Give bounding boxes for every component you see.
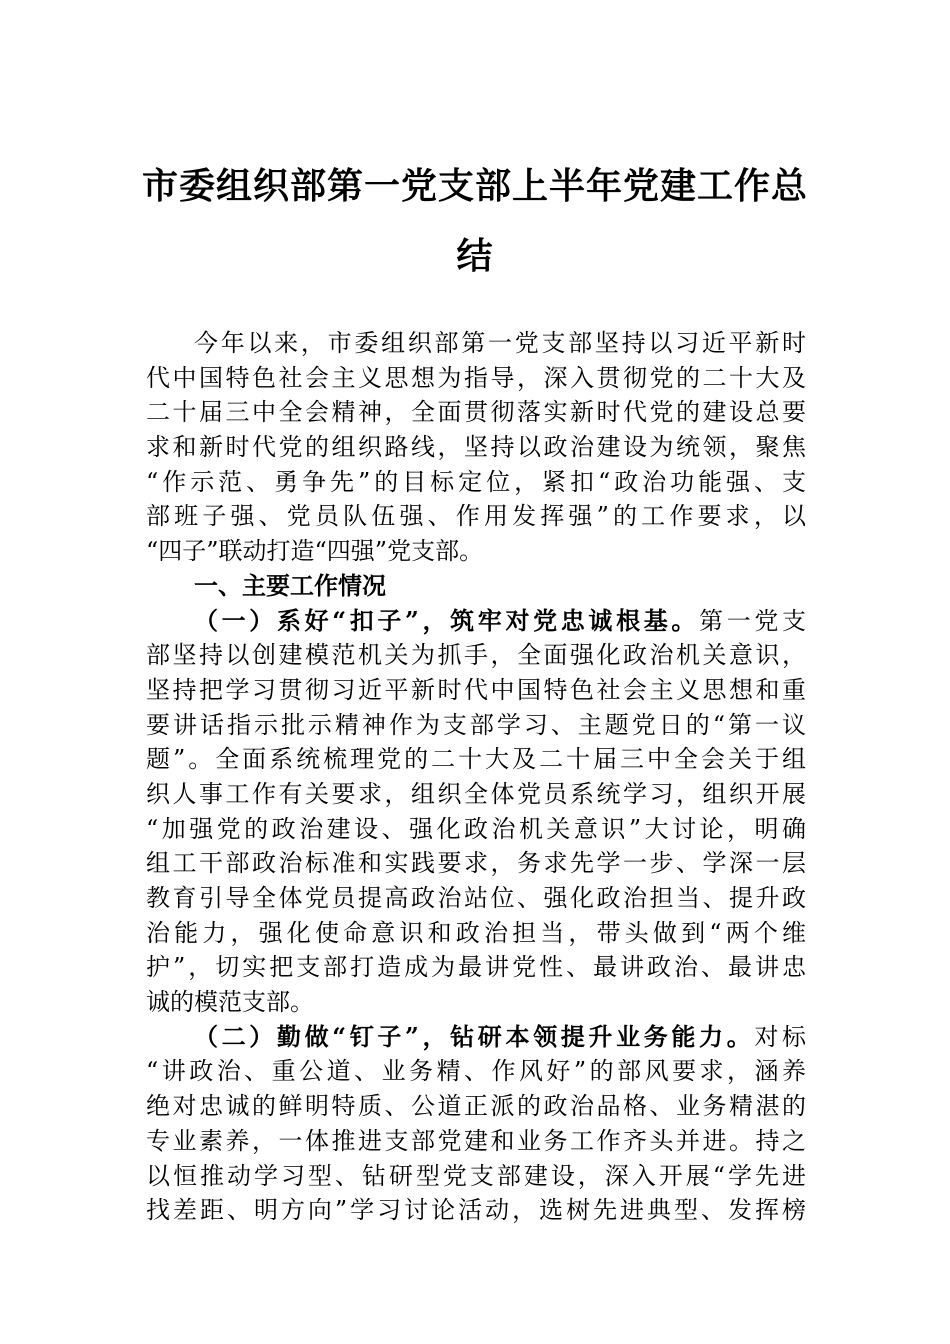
- subsection-2-line: “讲政治、重公道、业务精、作风好”的部风要求，涵养: [146, 1057, 806, 1086]
- intro-line: 代中国特色社会主义思想为指导，深入贯彻党的二十大及: [146, 363, 806, 392]
- subsection-2-line: 专业素养，一体推进支部党建和业务工作齐头并进。持之: [146, 1126, 806, 1155]
- intro-line: 二十届三中全会精神，全面贯彻落实新时代党的建设总要: [146, 398, 806, 427]
- subsection-2-line: 找差距、明方向”学习讨论活动，选树先进典型、发挥榜: [146, 1196, 806, 1225]
- subsection-2-first-line: [146, 1020, 806, 1055]
- subsection-1-line: 治能力，强化使命意识和政治担当，带头做到“两个维: [146, 918, 806, 947]
- subsection-1-line: 坚持把学习贯彻习近平新时代中国特色社会主义思想和重: [146, 675, 806, 704]
- subsection-2-line: 以恒推动学习型、钻研型党支部建设，深入开展“学先进: [146, 1161, 806, 1190]
- intro-line: 部班子强、党员队伍强、作用发挥强”的工作要求，以: [146, 502, 806, 531]
- document-title-line-2: 结: [456, 235, 494, 277]
- subsection-1-first-line: [146, 604, 806, 639]
- subsection-2-title: （二）勤做“钉子”，钻研本领提升业务能力。: [194, 1021, 755, 1051]
- intro-line: 今年以来，市委组织部第一党支部坚持以习近平新时: [194, 329, 806, 357]
- subsection-1-line: 部坚持以创建模范机关为抓手，全面强化政治机关意识，: [146, 641, 806, 670]
- section-heading: 一、主要工作情况: [194, 571, 386, 600]
- subsection-1-line: 织人事工作有关要求，组织全体党员系统学习，组织开展: [146, 779, 806, 808]
- subsection-1-first-line-rest: 第一党支: [699, 606, 806, 635]
- subsection-1-line: 组工干部政治标准和实践要求，务求先学一步、学深一层: [146, 849, 806, 878]
- subsection-1-line: 护”，切实把支部打造成为最讲党性、最讲政治、最讲忠: [146, 953, 806, 982]
- subsection-2-first-line-rest: 对标: [754, 1022, 806, 1051]
- subsection-1-line: 题”。全面系统梳理党的二十大及二十届三中全会关于组: [146, 745, 806, 774]
- document-title-line-1: 市委组织部第一党支部上半年党建工作总: [141, 165, 808, 207]
- subsection-1-line: 诚的模范支部。: [146, 988, 314, 1017]
- subsection-1-line: “加强党的政治建设、强化政治机关意识”大讨论，明确: [146, 814, 806, 843]
- subsection-1-line: 教育引导全体党员提高政治站位、强化政治担当、提升政: [146, 884, 806, 912]
- subsection-1-line: 要讲话指示批示精神作为支部学习、主题党日的“第一议: [146, 710, 806, 739]
- document-body: [146, 326, 806, 1228]
- subsection-2-line: 绝对忠诚的鲜明特质、公道正派的政治品格、业务精湛的: [146, 1092, 806, 1121]
- intro-line: 求和新时代党的组织路线，坚持以政治建设为统领，聚焦: [146, 433, 806, 462]
- subsection-1-title: （一）系好“扣子”，筑牢对党忠诚根基。: [194, 605, 700, 635]
- intro-line: “作示范、勇争先”的目标定位，紧扣“政治功能强、支: [146, 467, 806, 496]
- intro-line: “四子”联动打造“四强”党支部。: [146, 537, 484, 566]
